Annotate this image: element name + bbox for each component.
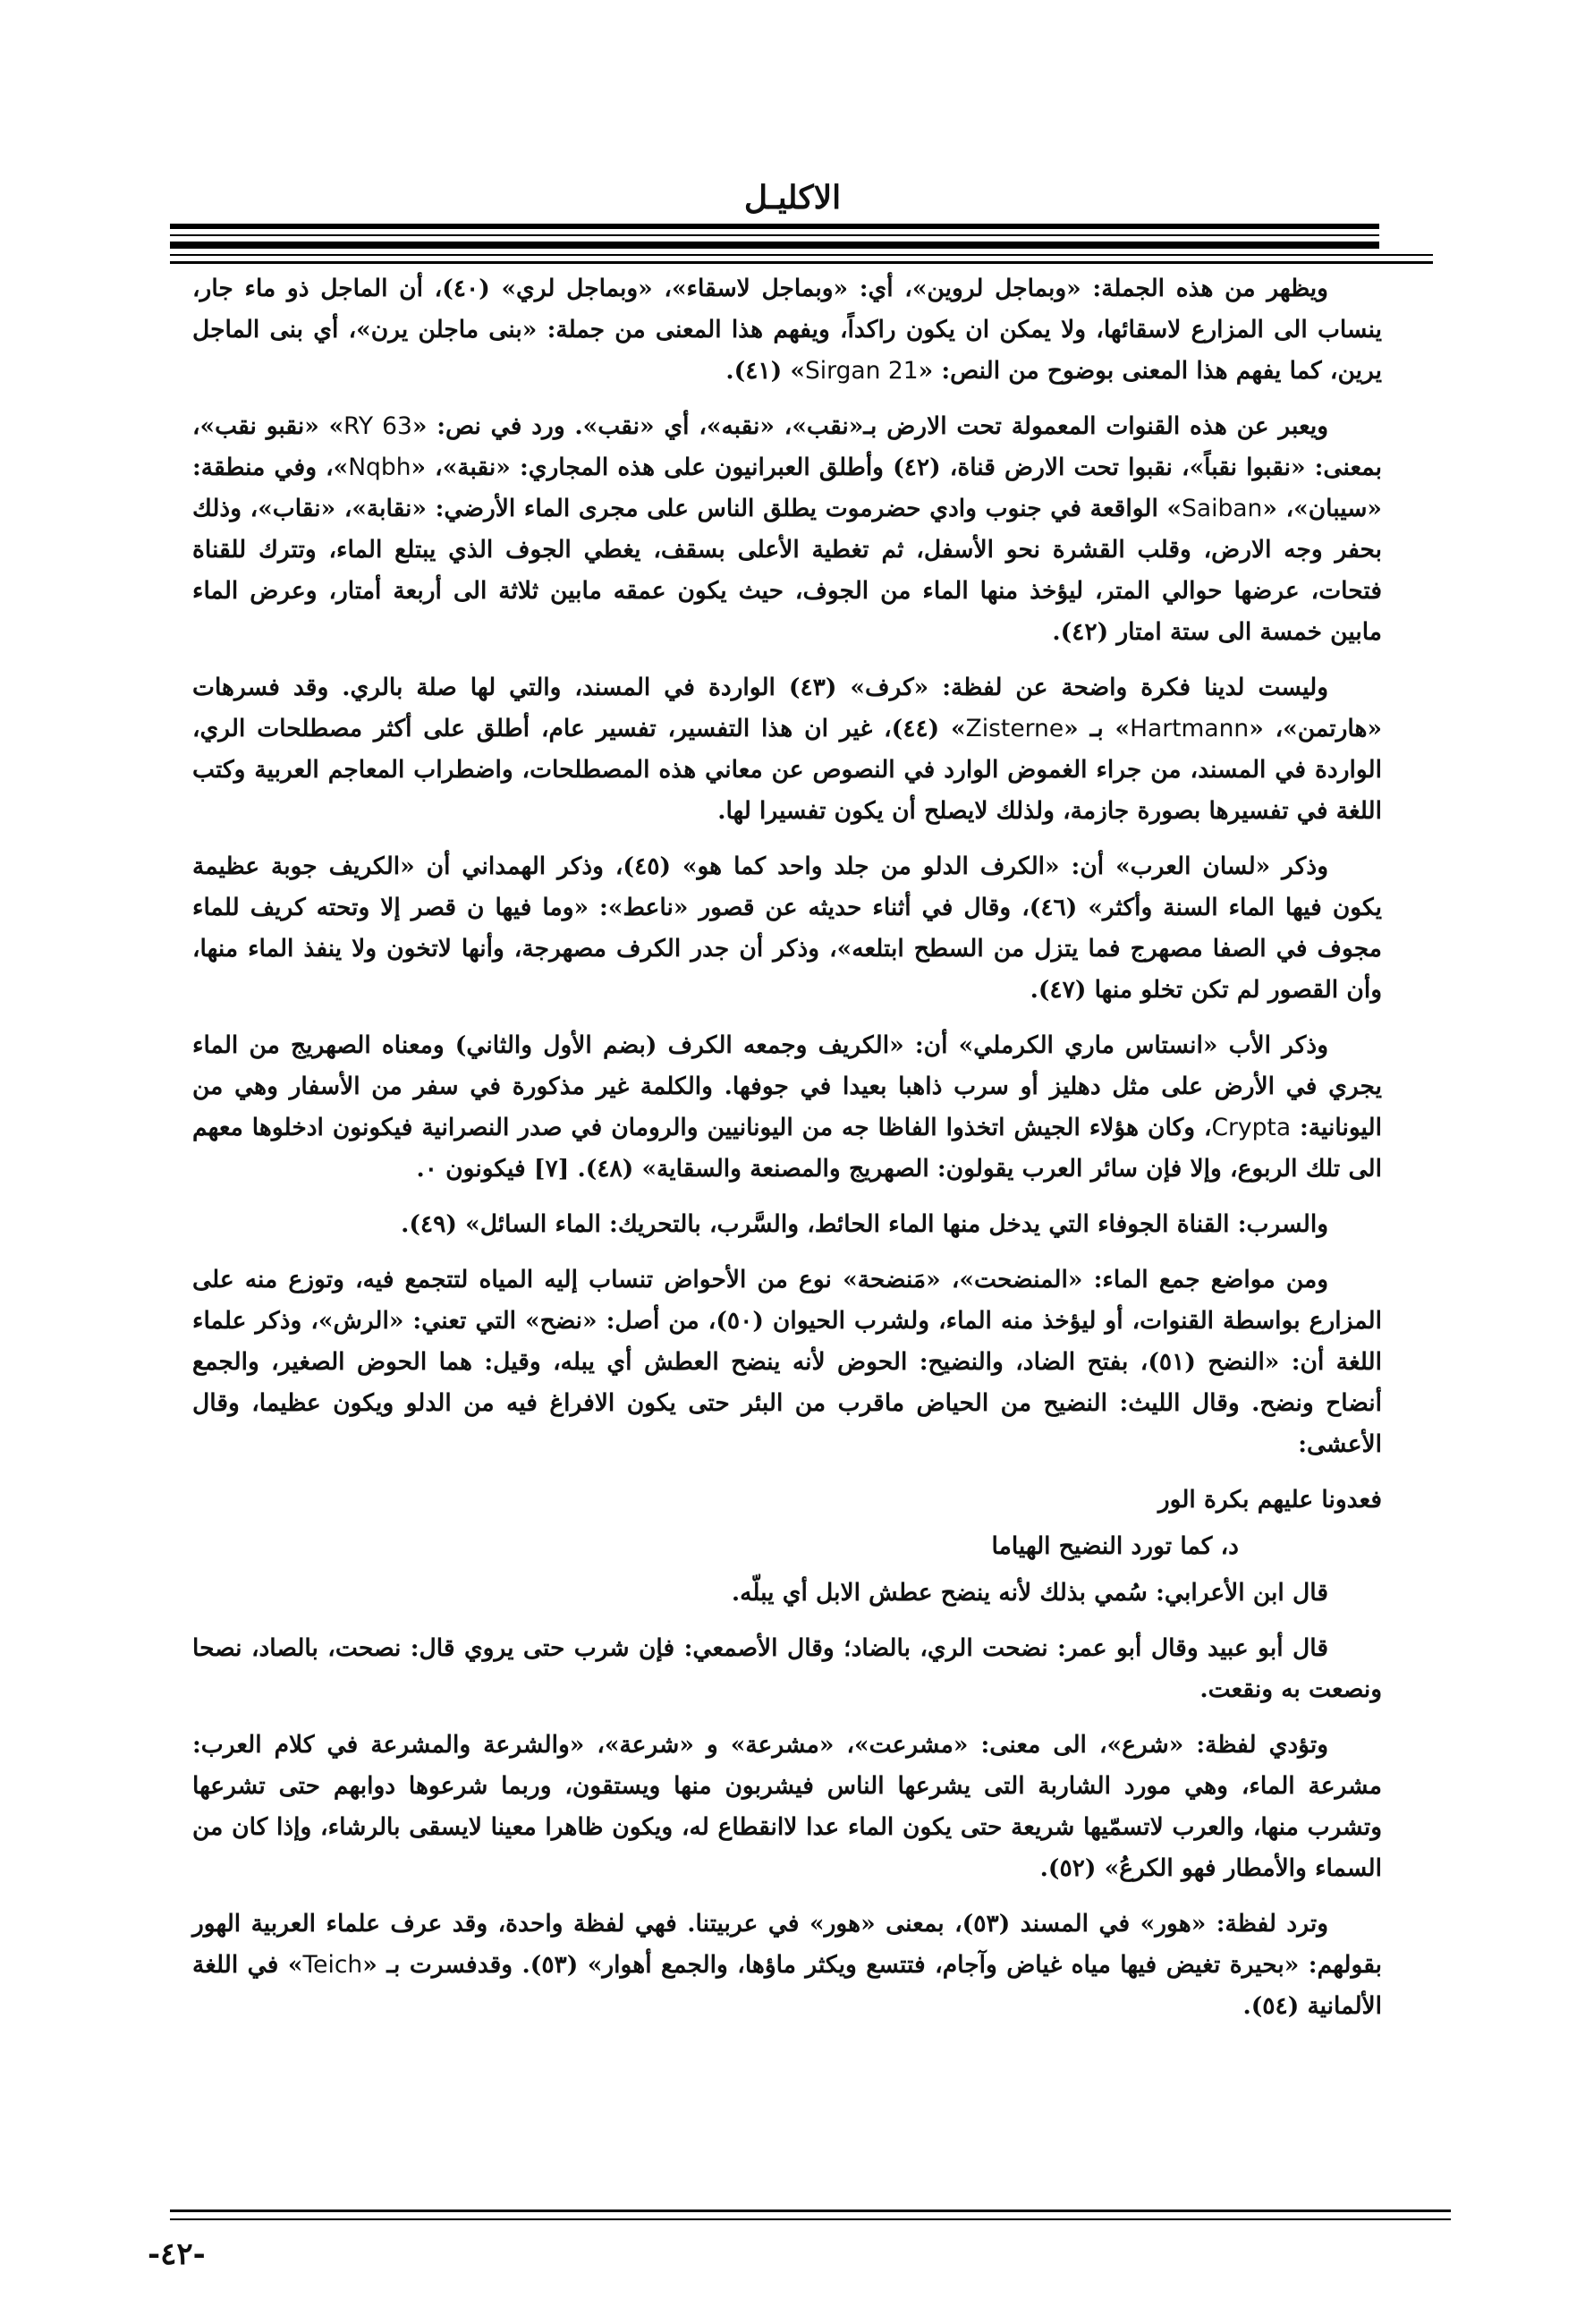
paragraph [192, 846, 1382, 1011]
running-title: الاكليـل [743, 179, 842, 216]
text-run: » بـ « [1064, 715, 1131, 742]
text-run: وتؤدي لفظة: «شرع»، الى معنى: «مشرعت»، «مشرعة» و «شرعة»، «والشرعة والمشرعة في كلام العرب: مشرعة الماء، وهي مورد الشاربة التى يشرعها الناس فيشربون منها ويستقون، وربما شرعوها دوابهم حتى تشرعها وتشرب منها، والعرب لاتسمّيها شريعة حتى يكون الماء عدا لاانقطاع له، ويكون ظاهرا معينا لايسقى بالرشاء، وإذا كان من السماء والأمطار فهو الكرعُ» (٥٢). [192, 1731, 1382, 1882]
text-run: » (٤١). [725, 357, 805, 385]
text-run: وذكر «لسان العرب» أن: «الكرف الدلو من جلد واحد كما هو» (٤٥)، وذكر الهمداني أن «الكريف جوبة عظيمة يكون فيها الماء السنة وأكثر» (٤٦)، وقال في أثناء حديثه عن قصور «ناعط»: «وما فيها ن قصر إلا وتحته كريف للماء مجوف في الصفا مصهرج فما يتزل من السطح ابتلعه»، وذكر أن جدر الكرف مصهرجة، وأنها لاتخون ولا ينفذ الماء منها، وأن القصور لم تكن تخلو منها (٤٧). [192, 852, 1382, 1004]
paragraph [192, 1904, 1382, 2027]
latin-term: Zisterne [965, 715, 1064, 742]
paragraph-group [192, 1573, 1382, 2027]
text-run: »، وفي منطقة: «سيبان»، « [192, 454, 1382, 522]
paragraph [192, 1204, 1382, 1245]
latin-term: Crypta [1211, 1114, 1292, 1141]
article-body [192, 268, 1382, 2041]
paragraph [192, 406, 1382, 653]
text-run: » في اللغة الألمانية (٥٤). [192, 1951, 1382, 2020]
header-rule [170, 242, 1379, 249]
text-run: وذكر الأب «انستاس ماري الكرملي» أن: «الكريف وجمعه الكرف (بضم الأول والثاني) ومعناه الصهريج من الماء يجري في الأرض على مثل دهليز أو سرب ذاهبا بعيدا في جوفها. والكلمة غير مذكورة في سفر من الأسفار وهي من اليونانية: [192, 1031, 1382, 1141]
text-run: قال ابن الأعرابي: سُمي بذلك لأنه ينضح عطش الابل أي يبلّه. [731, 1579, 1328, 1607]
footer-rule [170, 2218, 1451, 2220]
header-rule [170, 261, 1433, 264]
latin-term: Nqbh [348, 454, 411, 481]
text-run: وليست لدينا فكرة واضحة عن لفظة: «كرف» (٤٣) الواردة في المسند، والتي لها صلة بالري. وقد فسرهات «هارتمن»، « [192, 674, 1383, 742]
page-number: -٤٢- [148, 2236, 206, 2272]
paragraph [192, 667, 1382, 832]
text-run: » (٤٤)، غير ان هذا التفسير، تفسير عام، أطلق على أكثر مصطلحات الري، الواردة في المسند، من جراء الغموض الوارد في النصوص عن معاني هذه المصطلحات، واضطراب المعاجم العربية وكتب اللغة في تفسيرها بصورة جازمة، ولذلك لايصلح أن يكون تفسيرا لها. [192, 715, 1382, 825]
latin-term: Teich [302, 1951, 363, 1979]
latin-term: RY 63 [343, 412, 412, 440]
text-run: ، وكان هؤلاء الجيش اتخذوا الفاظا جه من اليونانيين والرومان في صدر النصرانية فيكونون ادخلوها معهم الى تلك الربوع، وإلا فإن سائر العرب يقولون: الصهريج والمصنعة والسقاية» (٤٨). [٧] فيكونون ٠. [192, 1114, 1382, 1183]
paragraph [192, 268, 1382, 392]
footer-rule [170, 2209, 1451, 2212]
text-run: ويظهر من هذه الجملة: «وبماجل لروين»، أي: «وبماجل لاسقاء»، «وبماجل لري» (٤٠)، أن الماجل ذو ماء جار، ينساب الى المزارع لاسقائها، ولا يمكن ان يكون راكداً، ويفهم هذا المعنى من جملة: «بنى ماجلن يرن»، أي بنى الماجل يرين، كما يفهم هذا المعنى بوضوح من النص: « [192, 275, 1382, 385]
text-run: ومن مواضع جمع الماء: «المنضحت»، «مَنضحة» نوع من الأحواض تنساب إليه المياه لتتجمع فيه، وتوزع منه على المزارع بواسطة القنوات، أو ليؤخذ منه الماء، ولشرب الحيوان (٥٠)، من أصل: «نضح» التي تعني: «الرش»، وذكر علماء اللغة أن: «النضح (٥١)، بفتح الضاد، والنضيح: الحوض لأنه ينضح العطش أي يبله، وقيل: هما الحوض الصغير، والجمع أنضاح ونضح. وقال الليث: النضيح من الحياض ماقرب من البئر حتى يكون الافراغ فيه من الدلو ويكون عظيما، وقال الأعشى: [192, 1266, 1382, 1458]
text-run: قال أبو عبيد وقال أبو عمر: نضحت الري، بالضاد؛ وقال الأصمعي: فإن شرب حتى يروي قال: نصحت، بالصاد، نصحا ونصعت به ونقعت. [192, 1634, 1382, 1703]
latin-term: Saiban [1182, 495, 1263, 522]
text-run: ويعبر عن هذه القنوات المعمولة تحت الارض بـ«نقب»، «نقبه»، أي «نقب». ورد في نص: « [411, 412, 1328, 440]
paragraph [192, 1573, 1382, 1614]
latin-term: Sirgan 21 [804, 357, 919, 385]
text-run: » الواقعة في جنوب وادي حضرموت يطلق الناس على مجرى الماء الأرضي: «نقابة»، «نقاب»، وذلك بحفر وجه الارض، وقلب القشرة نحو الأسفل، ثم تغطية الأعلى بسقف، يغطي الجوف الذي يبتلع الماء، وتترك للقناة فتحات، عرضها حوالي المتر، ليؤخذ منها الماء من الجوف، حيث يكون عمقه مابين ثلاثة الى أربعة أمتار، وعرض الماء مابين خمسة الى ستة امتار (٤٢). [192, 495, 1382, 646]
header-rule [170, 254, 1433, 256]
paragraph [192, 1260, 1382, 1465]
paragraph-group [192, 268, 1382, 1465]
text-run: » «نقبو نقب»، بمعنى: «نقبوا نقباً»، نقبوا تحت الارض قناة، (٤٢) وأطلق العبرانيون على هذه المجاري: «نقبة»، « [192, 412, 1382, 481]
paragraph [192, 1725, 1382, 1889]
text-run: والسرب: القناة الجوفاء التي يدخل منها الماء الحائط، والسَّرب، بالتحريك: الماء السائل» (٤٩). [401, 1210, 1328, 1238]
text-run: وترد لفظة: «هور» في المسند (٥٣)، بمعنى «هور» في عربيتنا. فهي لفظة واحدة، وقد عرف علماء العربية الهور بقولهم: «بحيرة تغيض فيها مياه غياض وآجام، فتتسع ويكثر ماؤها، والجمع أهوار» (٥٣). وقدفسرت بـ « [192, 1910, 1382, 1979]
paragraph [192, 1628, 1382, 1710]
verse-line-2: د، كما تورد النضيح الهياما [991, 1532, 1239, 1560]
paragraph [192, 1025, 1382, 1190]
header-rule [170, 224, 1379, 229]
verse-line-1: فعدونا عليهم بكرة الور [1157, 1486, 1382, 1514]
latin-term: Hartmann [1130, 715, 1250, 742]
header-rule [170, 234, 1379, 236]
